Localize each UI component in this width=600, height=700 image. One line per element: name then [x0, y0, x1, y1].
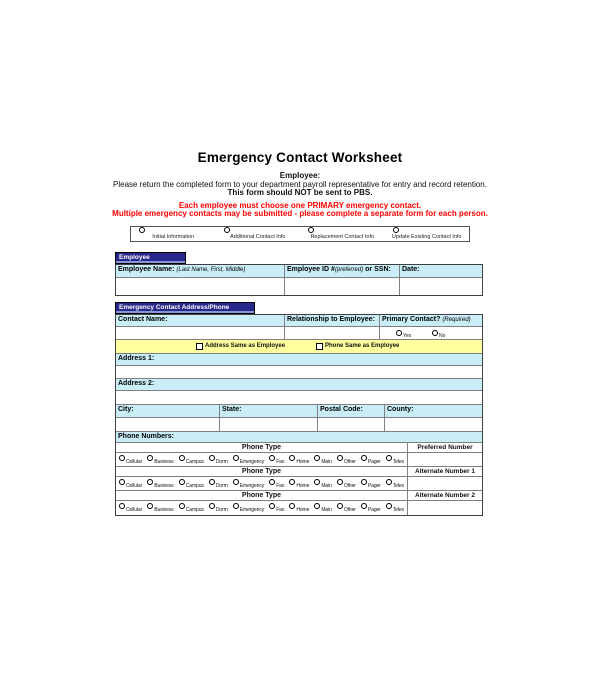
phone-type-radio-icon[interactable]: [337, 479, 343, 485]
phone-same-label: Phone Same as Employee: [325, 343, 400, 349]
form-type-label: Update Existing Contact Info: [391, 234, 462, 240]
phone-type-options-alternate-number-2: [116, 501, 408, 515]
phone-type-header-row: [116, 443, 482, 453]
phone-type-option-business[interactable]: [147, 479, 174, 489]
state-header: State:: [220, 405, 318, 418]
phone-type-option-emergency[interactable]: [233, 455, 264, 465]
employee-id-label-suffix: or SSN:: [365, 266, 391, 273]
state-input[interactable]: [220, 418, 318, 432]
phone-type-label: Home: [296, 459, 310, 465]
instruction-line-1: Please return the completed form to your department payroll representative for entry and record retention.: [113, 180, 487, 189]
phone-numbers-header: Phone Numbers:: [116, 432, 482, 443]
phone-type-option-emergency[interactable]: [233, 503, 264, 513]
phone-type-label: Telex: [392, 459, 404, 465]
instruction-line-2: This form should NOT be sent to PBS.: [227, 188, 373, 197]
employee-name-label: Employee Name:: [118, 266, 175, 273]
alternate-number-1-input[interactable]: [408, 477, 482, 491]
primary-no-option[interactable]: [432, 329, 445, 339]
phone-type-option-cellular[interactable]: [119, 503, 142, 513]
contact-name-header: Contact Name:: [116, 315, 285, 327]
phone-type-label: Emergency: [239, 483, 265, 489]
city-header: City:: [116, 405, 220, 418]
phone-type-radio-icon[interactable]: [119, 503, 125, 509]
employee-id-header: [285, 265, 400, 278]
phone-type-header-row: [116, 467, 482, 477]
employee-caption: Employee:: [279, 171, 321, 180]
phone-type-label: Emergency: [239, 459, 265, 465]
phone-type-radio-icon[interactable]: [314, 455, 320, 461]
phone-type-option-telex[interactable]: [386, 479, 404, 489]
preferred-number-header: Preferred Number: [408, 443, 482, 453]
phone-type-option-main[interactable]: [314, 479, 331, 489]
form-type-label: Replacement Contact Info: [310, 234, 375, 240]
phone-type-label: Cellular: [126, 507, 143, 513]
phone-type-radio-icon[interactable]: [147, 455, 153, 461]
phone-type-radio-icon[interactable]: [147, 503, 153, 509]
phone-type-label: Campus: [185, 507, 204, 513]
relationship-input[interactable]: [285, 327, 380, 340]
phone-type-label: Telex: [392, 483, 404, 489]
address1-input[interactable]: [116, 366, 482, 379]
phone-type-radio-icon[interactable]: [233, 455, 239, 461]
phone-type-label: Dorm: [215, 507, 228, 513]
phone-type-option-fax[interactable]: [269, 479, 284, 489]
employee-section-header: Employee: [115, 252, 186, 264]
phone-type-label: Cellular: [126, 459, 143, 465]
phone-type-radio-icon[interactable]: [314, 503, 320, 509]
primary-contact-header: [380, 315, 482, 327]
phone-type-label: Business: [154, 507, 174, 513]
form-type-option-initial-information[interactable]: [131, 227, 216, 241]
phone-type-option-telex[interactable]: [386, 503, 404, 513]
primary-no-label: No: [439, 333, 446, 339]
phone-type-option-pager[interactable]: [361, 503, 381, 513]
phone-type-radio-icon[interactable]: [386, 503, 392, 509]
phone-type-option-other[interactable]: [337, 455, 356, 465]
phone-type-radio-icon[interactable]: [233, 479, 239, 485]
employee-id-hint: (preferred): [334, 267, 364, 273]
phone-type-radio-icon[interactable]: [209, 503, 215, 509]
county-header: County:: [385, 405, 482, 418]
phone-type-radio-icon[interactable]: [289, 479, 295, 485]
form-type-radio-icon[interactable]: [308, 227, 314, 233]
form-type-radio-icon[interactable]: [139, 227, 145, 233]
phone-type-radio-icon[interactable]: [119, 479, 125, 485]
form-type-label: Additional Contact Info: [230, 234, 286, 240]
phone-type-option-dorm[interactable]: [209, 479, 228, 489]
primary-yes-option[interactable]: [396, 329, 411, 339]
phone-type-option-home[interactable]: [289, 503, 309, 513]
preferred-number-input[interactable]: [408, 453, 482, 467]
phone-type-label: Pager: [367, 483, 381, 489]
phone-type-radio-icon[interactable]: [289, 455, 295, 461]
phone-type-option-home[interactable]: [289, 479, 309, 489]
phone-type-label: Other: [343, 507, 356, 513]
employee-name-input[interactable]: [116, 278, 285, 295]
primary-contact-label: Primary Contact?: [382, 316, 441, 323]
phone-type-header: Phone Type: [116, 443, 408, 453]
phone-type-option-main[interactable]: [314, 503, 331, 513]
phone-type-label: Campus: [185, 483, 204, 489]
phone-type-label: Business: [154, 483, 174, 489]
form-type-radio-icon[interactable]: [224, 227, 230, 233]
phone-type-options-preferred-number: [116, 453, 408, 467]
contact-section-header: Emergency Contact Address/Phone: [115, 302, 255, 314]
phone-type-option-other[interactable]: [337, 503, 356, 513]
employee-table: [115, 264, 483, 296]
primary-no-radio-icon[interactable]: [432, 330, 438, 336]
phone-type-label: Other: [343, 483, 356, 489]
same-as-employee-row: [116, 340, 482, 354]
phone-type-grid: [116, 443, 482, 515]
phone-type-option-emergency[interactable]: [233, 479, 264, 489]
form-type-option-update-existing-contact-info[interactable]: [385, 227, 470, 241]
address-same-checkbox-icon[interactable]: [196, 343, 203, 350]
address-same-label: Address Same as Employee: [205, 343, 286, 349]
phone-type-option-pager[interactable]: [361, 479, 381, 489]
form-type-selector: [130, 226, 470, 242]
phone-type-option-business[interactable]: [147, 455, 174, 465]
phone-type-options-alternate-number-1: [116, 477, 408, 491]
address2-input[interactable]: [116, 391, 482, 405]
phone-type-label: Dorm: [215, 483, 228, 489]
phone-type-option-cellular[interactable]: [119, 479, 142, 489]
phone-type-options-row: [116, 477, 482, 491]
warning-line-1: Each employee must choose one PRIMARY emergency contact.: [178, 201, 422, 210]
phone-type-label: Emergency: [239, 507, 265, 513]
primary-yes-label: Yes: [403, 333, 412, 339]
form-type-option-additional-contact-info[interactable]: [216, 227, 301, 241]
phone-type-radio-icon[interactable]: [289, 503, 295, 509]
phone-type-option-fax[interactable]: [269, 503, 284, 513]
phone-type-option-campus[interactable]: [179, 479, 204, 489]
phone-type-option-dorm[interactable]: [209, 503, 228, 513]
phone-type-label: Main: [321, 459, 332, 465]
page-title: Emergency Contact Worksheet: [197, 150, 403, 165]
alternate-number-1-header: Alternate Number 1: [408, 467, 482, 477]
phone-type-option-campus[interactable]: [179, 503, 204, 513]
form-type-option-replacement-contact-info[interactable]: [300, 227, 385, 241]
phone-same-checkbox-group[interactable]: [316, 343, 399, 350]
relationship-header: Relationship to Employee:: [285, 315, 380, 327]
phone-type-header-row: [116, 491, 482, 501]
phone-type-label: Fax: [276, 459, 285, 465]
phone-type-option-dorm[interactable]: [209, 455, 228, 465]
phone-type-radio-icon[interactable]: [269, 455, 275, 461]
phone-type-option-other[interactable]: [337, 479, 356, 489]
phone-type-radio-icon[interactable]: [209, 479, 215, 485]
phone-type-radio-icon[interactable]: [209, 455, 215, 461]
phone-type-label: Main: [321, 483, 332, 489]
phone-type-option-telex[interactable]: [386, 455, 404, 465]
primary-contact-hint: (Required): [442, 317, 471, 323]
phone-type-label: Cellular: [126, 483, 143, 489]
phone-type-header: Phone Type: [116, 467, 408, 477]
phone-type-radio-icon[interactable]: [386, 479, 392, 485]
phone-type-radio-icon[interactable]: [233, 503, 239, 509]
phone-type-header: Phone Type: [116, 491, 408, 501]
phone-type-radio-icon[interactable]: [337, 455, 343, 461]
phone-type-option-home[interactable]: [289, 455, 309, 465]
primary-contact-options: [380, 327, 482, 340]
phone-type-label: Dorm: [215, 459, 228, 465]
phone-type-radio-icon[interactable]: [337, 503, 343, 509]
postal-code-input[interactable]: [318, 418, 385, 432]
phone-type-option-fax[interactable]: [269, 455, 284, 465]
phone-type-option-pager[interactable]: [361, 455, 381, 465]
city-input[interactable]: [116, 418, 220, 432]
form-type-label: Initial Information: [152, 234, 195, 240]
phone-type-radio-icon[interactable]: [314, 479, 320, 485]
postal-code-header: Postal Code:: [318, 405, 385, 418]
phone-type-radio-icon[interactable]: [269, 503, 275, 509]
phone-type-label: Main: [321, 507, 332, 513]
phone-type-radio-icon[interactable]: [119, 455, 125, 461]
phone-same-checkbox-icon[interactable]: [316, 343, 323, 350]
phone-type-label: Home: [296, 483, 310, 489]
primary-yes-radio-icon[interactable]: [396, 330, 402, 336]
alternate-number-2-header: Alternate Number 2: [408, 491, 482, 501]
phone-type-radio-icon[interactable]: [179, 455, 185, 461]
phone-type-radio-icon[interactable]: [386, 455, 392, 461]
phone-type-radio-icon[interactable]: [361, 479, 367, 485]
phone-type-label: Other: [343, 459, 356, 465]
form-body: [115, 252, 483, 516]
phone-type-label: Pager: [367, 507, 381, 513]
contact-name-input[interactable]: [116, 327, 285, 340]
phone-type-label: Fax: [276, 483, 285, 489]
address2-header: Address 2:: [116, 379, 482, 391]
contact-table: [115, 314, 483, 516]
phone-type-option-business[interactable]: [147, 503, 174, 513]
phone-type-label: Fax: [276, 507, 285, 513]
phone-type-label: Home: [296, 507, 310, 513]
county-input[interactable]: [385, 418, 482, 432]
warning-line-2: Multiple emergency contacts may be submitted - please complete a separate form for each person.: [112, 209, 488, 218]
phone-type-label: Pager: [367, 459, 381, 465]
phone-type-radio-icon[interactable]: [361, 455, 367, 461]
phone-type-radio-icon[interactable]: [147, 479, 153, 485]
phone-type-options-row: [116, 501, 482, 515]
date-input[interactable]: [400, 278, 482, 295]
address-same-checkbox-group[interactable]: [196, 343, 285, 350]
employee-id-label: Employee ID #: [287, 266, 335, 273]
form-type-radio-icon[interactable]: [393, 227, 399, 233]
employee-name-hint: (Last Name, First, Middle): [176, 267, 246, 273]
phone-type-radio-icon[interactable]: [179, 503, 185, 509]
phone-type-option-cellular[interactable]: [119, 455, 142, 465]
phone-type-label: Business: [154, 459, 174, 465]
address1-header: Address 1:: [116, 354, 482, 366]
date-header: Date:: [400, 265, 482, 278]
phone-type-radio-icon[interactable]: [269, 479, 275, 485]
phone-type-options-row: [116, 453, 482, 467]
phone-type-radio-icon[interactable]: [361, 503, 367, 509]
alternate-number-2-input[interactable]: [408, 501, 482, 515]
employee-name-header: [116, 265, 285, 278]
phone-type-radio-icon[interactable]: [179, 479, 185, 485]
employee-id-input[interactable]: [285, 278, 400, 295]
phone-type-option-main[interactable]: [314, 455, 331, 465]
phone-type-label: Telex: [392, 507, 404, 513]
phone-type-option-campus[interactable]: [179, 455, 204, 465]
phone-type-label: Campus: [185, 459, 204, 465]
